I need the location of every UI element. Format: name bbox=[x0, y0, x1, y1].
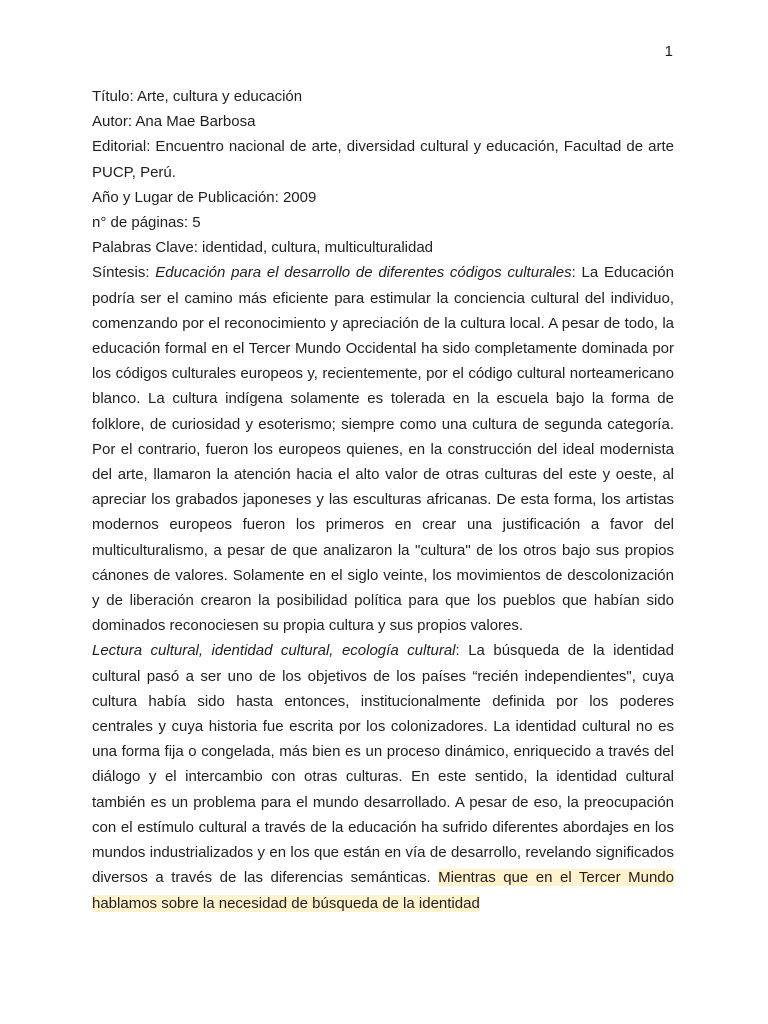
cultural-reading-separator: : bbox=[455, 642, 469, 660]
highlighted-text: Mientras que en el Tercer Mundo hablamos sobre la necesidad de búsqueda de la identidad bbox=[92, 869, 674, 912]
cultural-reading-text: La búsqueda de la identidad cultural pasó a ser uno de los objetivos de los países “recién independientes", cuya cultura había sido hasta entonces, institucionalmente definida por los poderes centrales y cuya historia fue escrita por los colonizadores. La identidad cultural no es una forma fija o congelada, más bien es un proceso dinámico, enriquecido a través del diálogo y el intercambio con otras culturas. En este sentido, la identidad cultural también es un problema para el mundo desarrollado. A pesar de eso, la preocupación con el estímulo cultural a través de la educación ha sufrido diferentes abordajes en los mundos industrializados y en los que están en vía de desarrollo, revelando significados diversos a través de las diferencias semánticas. bbox=[92, 642, 674, 887]
document-body bbox=[92, 84, 674, 916]
year-place-line: Año y Lugar de Publicación: 2009 bbox=[92, 188, 317, 206]
author-line: Autor: Ana Mae Barbosa bbox=[92, 113, 256, 131]
synthesis-paragraph bbox=[92, 260, 674, 638]
editorial-line: Editorial: Encuentro nacional de arte, diversidad cultural y educación, Facultad de arte PUCP, Perú. bbox=[92, 138, 674, 181]
page-number: 1 bbox=[664, 43, 673, 60]
synthesis-heading: Educación para el desarrollo de diferentes códigos culturales bbox=[155, 264, 572, 282]
pages-line: n° de páginas: 5 bbox=[92, 214, 201, 232]
cultural-reading-paragraph bbox=[92, 638, 674, 915]
synthesis-text: La Educación podría ser el camino más eficiente para estimular la conciencia cultural del individuo, comenzando por el reconocimiento y apreciación de la cultura local. A pesar de todo, la educación formal en el Tercer Mundo Occidental ha sido completamente dominada por los códigos culturales europeos y, recientemente, por el código cultural norteamericano blanco. La cultura indígena solamente es tolerada en la escuela bajo la forma de folklore, de curiosidad y esoterismo; siempre como una cultura de segunda categoría. Por el contrario, fueron los europeos quienes, en la construcción del ideal modernista del arte, llamaron la atención hacia el alto valor de otras culturas del este y oeste, al apreciar los grabados japoneses y las esculturas africanas. De esta forma, los artistas modernos europeos fueron los primeros en crear una justificación a favor del multiculturalismo, a pesar de que analizaron la "cultura" de los otros bajo sus propios cánones de valores. Solamente en el siglo veinte, los movimientos de descolonización y de liberación crearon la posibilidad política para que los pueblos que habían sido dominados reconociesen su propia cultura y sus propios valores. bbox=[92, 264, 674, 635]
synthesis-separator: : bbox=[571, 264, 582, 282]
title-line: Título: Arte, cultura y educación bbox=[92, 88, 303, 105]
cultural-reading-heading: Lectura cultural, identidad cultural, ecología cultural bbox=[92, 642, 456, 660]
keywords-line: Palabras Clave: identidad, cultura, multiculturalidad bbox=[92, 239, 434, 257]
synthesis-label: Síntesis: bbox=[92, 264, 156, 282]
